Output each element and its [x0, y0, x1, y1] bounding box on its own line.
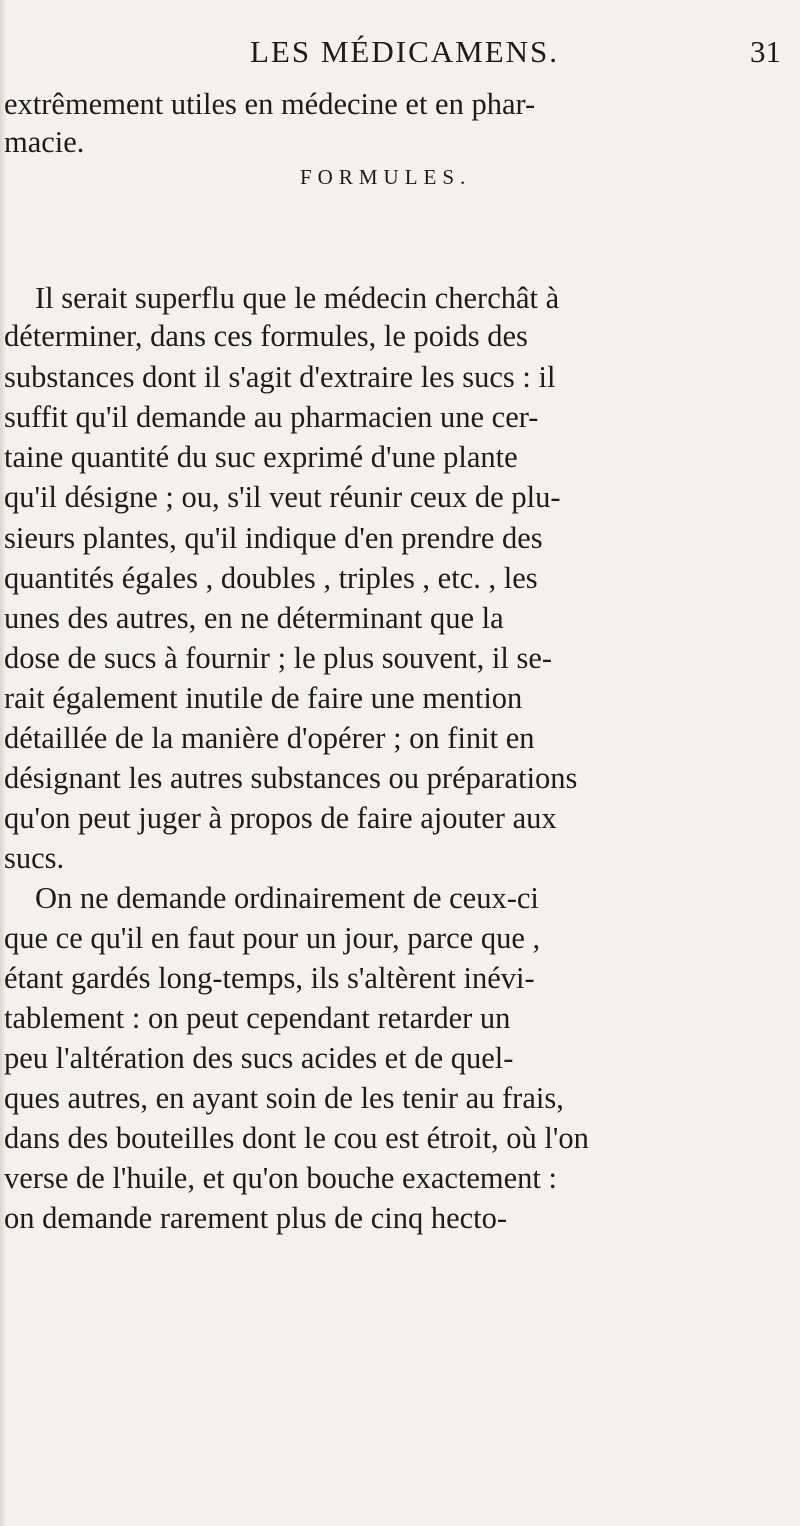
text-line: On ne demande ordinairement de ceux-ci [35, 881, 539, 915]
text-line: sucs. [4, 841, 65, 875]
text-line: rait également inutile de faire une mention [4, 681, 523, 715]
text-line: Il serait superflu que le médecin cherchât à [35, 281, 560, 315]
text-line: dose de sucs à fournir ; le plus souvent, il se- [4, 641, 553, 675]
text-line: détaillée de la manière d'opérer ; on finit en [4, 721, 535, 755]
text-line: qu'on peut juger à propos de faire ajouter aux [4, 801, 557, 835]
text-line: on demande rarement plus de cinq hecto- [4, 1201, 508, 1235]
text-line: sieurs plantes, qu'il indique d'en prendre des [4, 521, 543, 555]
section-title: FORMULES. [300, 165, 472, 189]
text-line: tablement : on peut cependant retarder un [4, 1001, 511, 1035]
text-line: désignant les autres substances ou préparations [4, 761, 578, 795]
text-line: unes des autres, en ne déterminant que la [4, 601, 504, 635]
text-line: ques autres, en ayant soin de les tenir au frais, [4, 1081, 564, 1115]
text-line: extrêmement utiles en médecine et en phar- [4, 87, 536, 121]
text-line: dans des bouteilles dont le cou est étroit, où l'on [4, 1121, 589, 1155]
text-line: macie. [4, 125, 85, 159]
text-line: suffit qu'il demande au pharmacien une cer- [4, 400, 539, 434]
text-line: substances dont il s'agit d'extraire les sucs : il [4, 360, 556, 394]
text-line: peu l'altération des sucs acides et de quel- [4, 1041, 514, 1075]
page-number: 31 [750, 34, 781, 69]
text-line: quantités égales , doubles , triples , etc. , les [4, 561, 538, 595]
text-line: verse de l'huile, et qu'on bouche exactement : [4, 1161, 558, 1195]
text-line: qu'il désigne ; ou, s'il veut réunir ceux de plu- [4, 480, 561, 514]
text-line: déterminer, dans ces formules, le poids des [4, 319, 528, 353]
text-line: que ce qu'il en faut pour un jour, parce que , [4, 921, 541, 955]
running-head [0, 34, 800, 78]
running-title: LES MÉDICAMENS. [250, 34, 560, 69]
text-line: taine quantité du suc exprimé d'une plante [4, 440, 518, 474]
text-line: étant gardés long-temps, ils s'altèrent inévi- [4, 961, 535, 995]
